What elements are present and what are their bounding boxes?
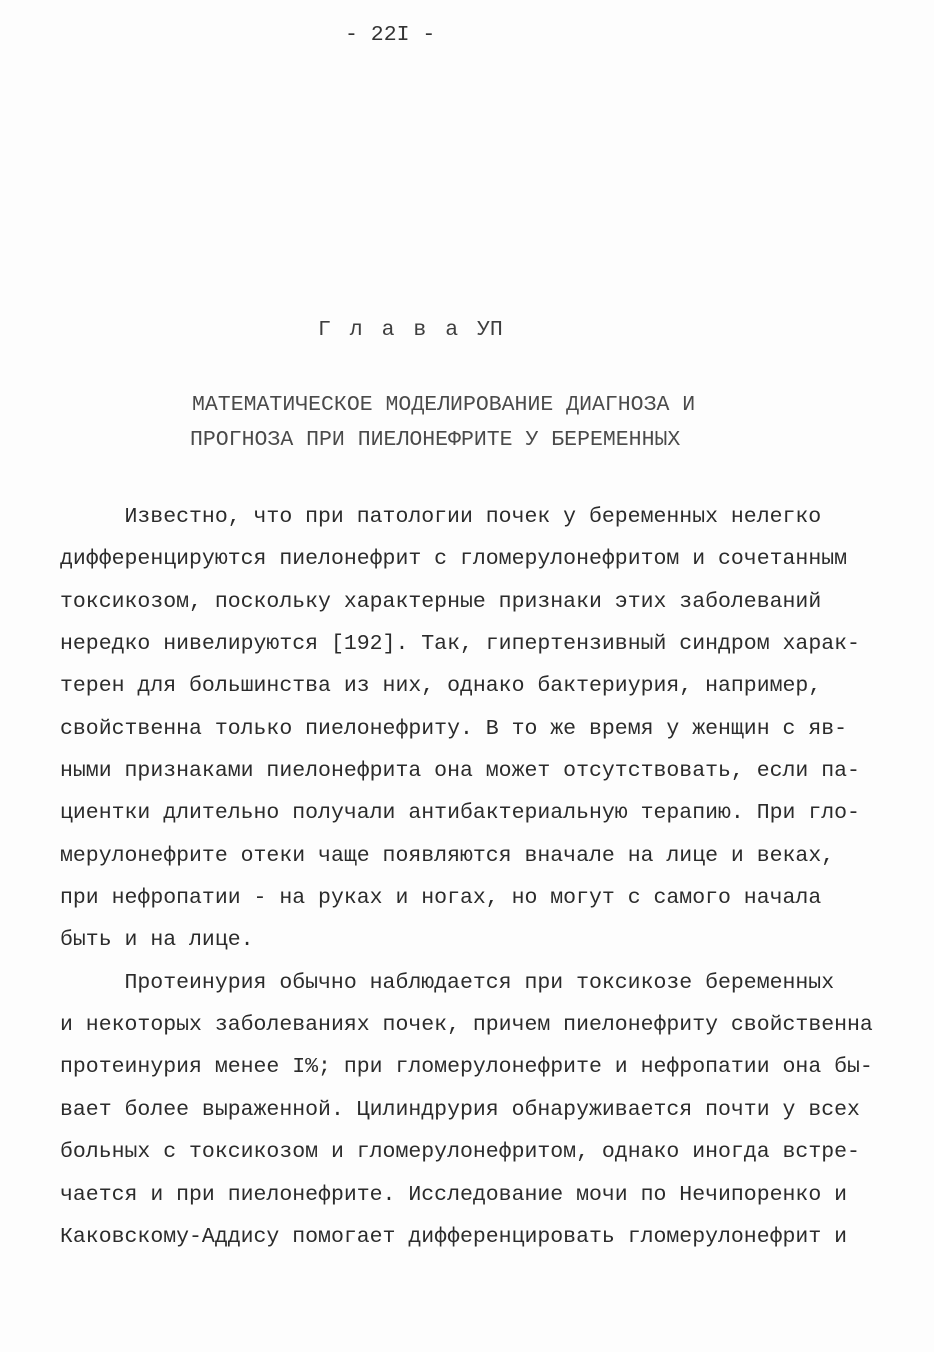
text-line: нередко нивелируются [192]. Так, гипертензивный синдром харак- (60, 632, 860, 657)
text-line: мерулонефрите отеки чаще появляются вначале на лице и веках, (60, 843, 835, 868)
text-line: токсикозом, поскольку характерные признаки этих заболеваний (60, 589, 822, 614)
paragraph (60, 962, 873, 1258)
text-line: Протеинурия обычно наблюдается при токсикозе беременных (124, 970, 835, 995)
text-line: циентки длительно получали антибактериальную терапию. При гло- (60, 801, 860, 826)
page-number: - 22I - (345, 23, 436, 47)
text-line: свойственна только пиелонефриту. В то же время у женщин с яв- (60, 716, 848, 741)
body-text (60, 496, 873, 1258)
text-line: и некоторых заболеваниях почек, причем пиелонефриту свойственна (60, 1013, 873, 1038)
text-line: вает более выраженной. Цилиндрурия обнаруживается почти у всех (60, 1097, 860, 1122)
text-line: дифференцируются пиелонефрит с гломерулонефритом и сочетанным (60, 547, 848, 572)
text-line: чается и при пиелонефрите. Исследование мочи по Нечипоренко и (60, 1182, 848, 1207)
paragraph (60, 496, 873, 962)
text-line: при нефропатии - на руках и ногах, но могут с самого начала (60, 886, 822, 911)
text-line: Известно, что при патологии почек у беременных нелегко (124, 505, 822, 529)
text-line: быть и на лице. (60, 928, 254, 953)
chapter-title-line: ПРОГНОЗА ПРИ ПИЕЛОНЕФРИТЕ У БЕРЕМЕННЫХ (190, 428, 681, 452)
text-line: ными признаками пиелонефрита она может отсутствовать, если па- (60, 759, 860, 784)
text-line: Каковскому-Аддису помогает дифференцировать гломерулонефрит и (60, 1224, 848, 1249)
chapter-heading: Г л а в а УП (318, 318, 503, 342)
text-line: больных с токсикозом и гломерулонефритом, однако иногда встре- (60, 1140, 860, 1165)
chapter-title-line: МАТЕМАТИЧЕСКОЕ МОДЕЛИРОВАНИЕ ДИАГНОЗА И (192, 393, 696, 417)
text-line: терен для большинства из них, однако бактериурия, например, (60, 674, 822, 699)
chapter-title (190, 388, 695, 458)
text-line: протеинурия менее I%; при гломерулонефрите и нефропатии она бы- (60, 1055, 873, 1080)
